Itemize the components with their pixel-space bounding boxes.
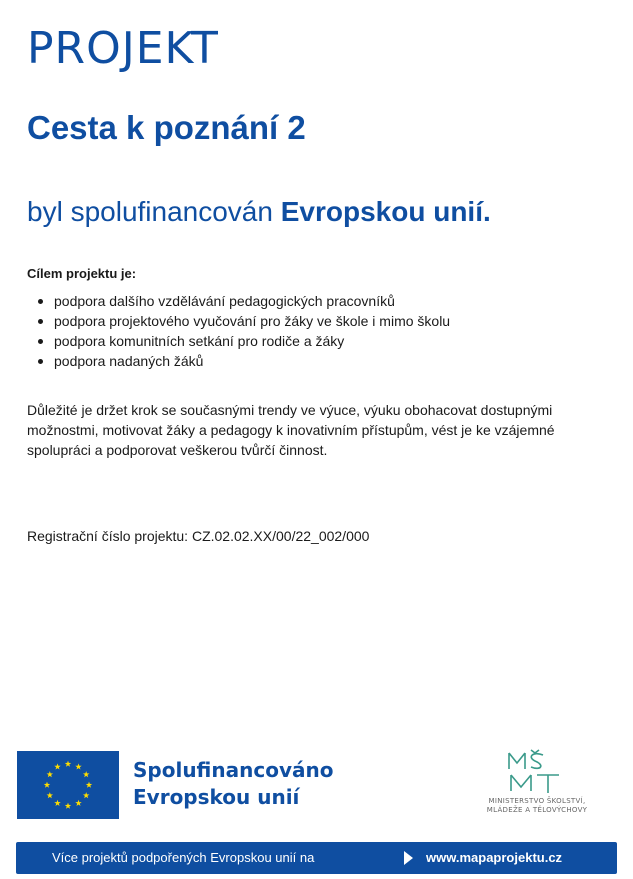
list-item (36, 291, 450, 311)
eu-label (133, 757, 333, 811)
list-item (36, 351, 450, 371)
msmt-mark-icon (467, 747, 607, 797)
registration-number: Registrační číslo projektu: CZ.02.02.XX/00/22_002/000 (27, 528, 370, 544)
cofinanced-line (27, 194, 491, 230)
list-item (36, 311, 450, 331)
msmt-line1: MINISTERSTVO ŠKOLSTVÍ, (488, 797, 586, 805)
list-item-text: podpora komunitních setkání pro rodiče a žáky (54, 333, 345, 349)
footer-text: Více projektů podpořených Evropskou unií na (52, 850, 315, 865)
project-name: Cesta k poznání 2 (27, 109, 306, 146)
goals-list (36, 291, 450, 371)
eu-label-line2: Evropskou unií (133, 785, 300, 809)
footer-url-link[interactable]: www.mapaprojektu.cz (426, 850, 563, 865)
eu-stars-icon (17, 751, 119, 819)
arrow-right-icon (404, 851, 413, 865)
bullet-icon (38, 359, 43, 364)
goals-title: Cílem projektu je: (27, 266, 137, 281)
msmt-line2: MLÁDEŽE A TĚLOVÝCHOVY (486, 806, 588, 814)
footer-bar (0, 838, 633, 879)
bullet-icon (38, 299, 43, 304)
eu-label-line1: Spolufinancováno (133, 758, 334, 782)
list-item-text: podpora dalšího vzdělávání pedagogických pracovníků (54, 293, 395, 309)
bullet-icon (38, 339, 43, 344)
list-item-text: podpora nadaných žáků (54, 353, 204, 369)
kicker-heading: PROJEKT (27, 23, 219, 74)
cofinanced-prefix: byl spolufinancován (27, 196, 273, 227)
msmt-caption (467, 797, 607, 815)
cofinanced-eu: Evropskou unií. (280, 196, 491, 227)
eu-flag-icon (17, 751, 119, 819)
body-paragraph: Důležité je držet krok se současnými trendy ve výuce, výuku obohacovat dostupnými možnostmi, motivovat žáky a pedagogy k inovativním přístupům, vést je ke vzájemné spolupráci a podporovat veškerou tvůrčí činnost. (27, 402, 555, 458)
list-item-text: podpora projektového vyučování pro žáky ve škole i mimo školu (54, 313, 451, 329)
footer-banner[interactable] (16, 842, 617, 874)
bullet-icon (38, 319, 43, 324)
list-item (36, 331, 450, 351)
